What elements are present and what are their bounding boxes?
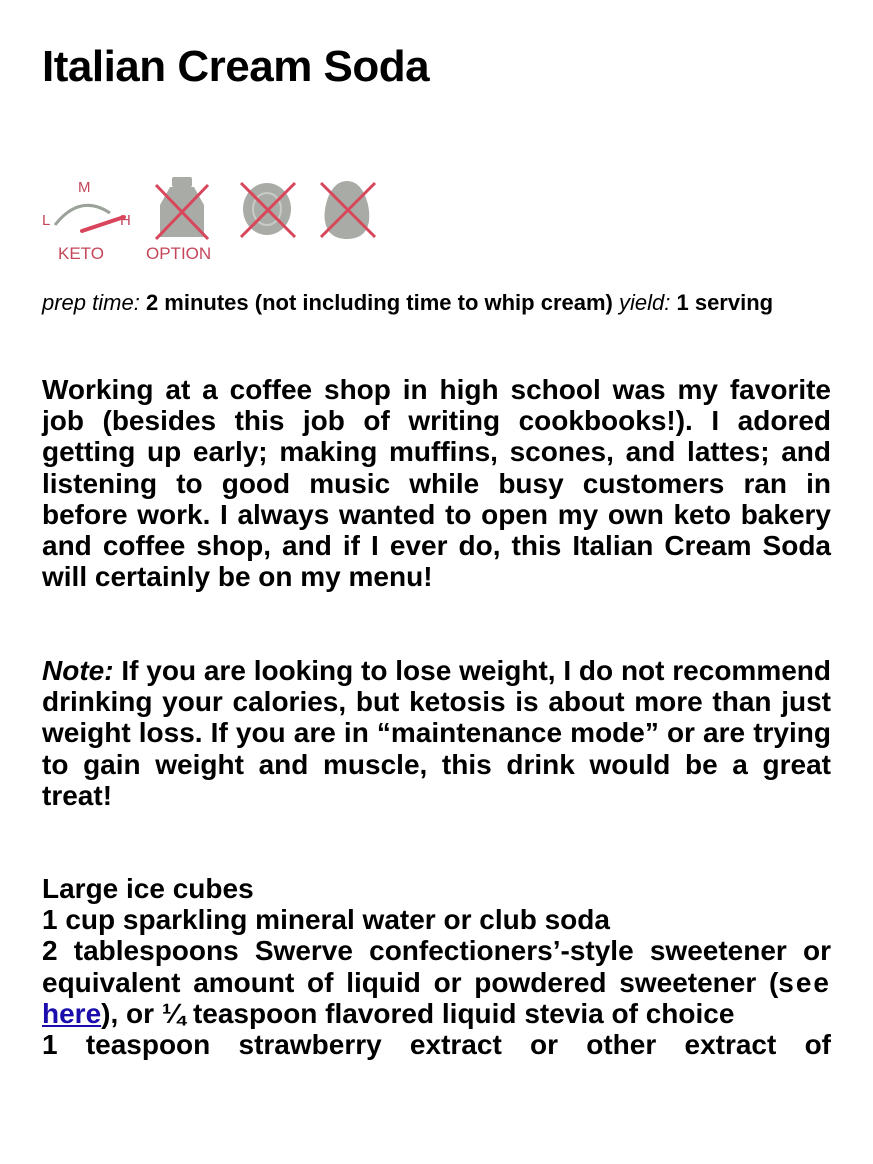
ingredient-item: 1 teaspoon strawberry extract or other extract of [42, 1029, 831, 1061]
note-text: If you are looking to lose weight, I do not recommend drinking your calories, but ketosis is about more than just weight loss. If you are in “maintenance mode” or are trying to gain weight and muscle, this drink would be a great treat! [42, 655, 831, 811]
svg-text:L: L [42, 212, 51, 229]
dairy-free-option-icon [146, 177, 211, 263]
note-paragraph [42, 655, 831, 811]
nut-free-icon [241, 183, 295, 237]
recipe-meta [42, 290, 831, 316]
ingredient-item: 2 tablespoons Swerve confectioners’-style sweetener or equivalent amount of liquid or powdered sweetener (see here), or ¼ teaspoon flavored liquid stevia of choice [42, 935, 831, 1029]
ingredient-item: 1 cup sparkling mineral water or club soda [42, 904, 610, 936]
svg-text:M: M [78, 179, 91, 196]
ingredient-item: Large ice cubes [42, 873, 254, 904]
option-label: OPTION [146, 244, 212, 263]
prep-time-value: 2 minutes (not including time to whip cream) [145, 290, 613, 315]
keto-level-icon [42, 179, 131, 263]
intro-paragraph: Working at a coffee shop in high school was my favorite job (besides this job of writing cookbooks!). I adored getting up early; making muffins, scones, and lattes; and listening to good music while busy customers ran in before work. I always wanted to open my own keto bakery and coffee shop, and if I ever do, this Italian Cream Soda will certainly be on my menu! [42, 374, 831, 593]
ingredient-list [42, 873, 831, 1060]
yield-value: 1 serving [676, 290, 774, 315]
diet-icons [42, 175, 387, 267]
svg-text:H: H [120, 212, 131, 229]
prep-time-label: prep time: [42, 290, 140, 315]
note-label: Note: [42, 655, 114, 686]
recipe-title: Italian Cream Soda [42, 42, 430, 91]
egg-free-icon [321, 181, 375, 239]
yield-label: yield: [619, 290, 671, 315]
here-link[interactable]: here [42, 997, 102, 1029]
keto-label: KETO [58, 244, 104, 263]
